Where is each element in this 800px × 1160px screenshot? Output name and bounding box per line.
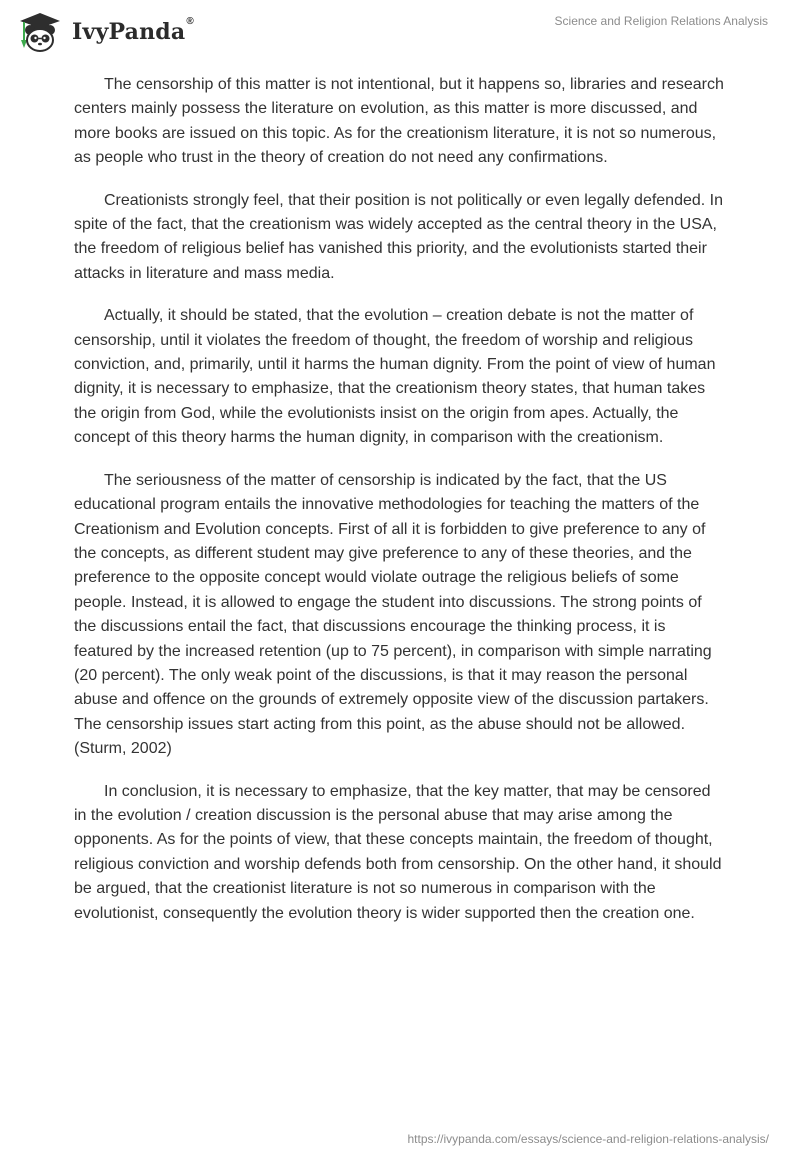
document-title: Science and Religion Relations Analysis [554, 14, 768, 28]
essay-body [74, 73, 726, 944]
paragraph: The seriousness of the matter of censorship is indicated by the fact, that the US educational program entails the innovative methodologies for teaching the matters of the Creationism and Evolution concepts. First of all it is forbidden to give preference to any of the concepts, as different student may give preference to any of these theories, and the preference to the opposite concept would violate outrage the religious beliefs of some people. Instead, it is allowed to engage the student into discussions. The strong points of the discussions entail the fact, that discussions encourage the thinking process, it is featured by the increased retention (up to 75 percent), in comparison with simple narrating (20 percent). The only weak point of the discussions, is that it may reason the personal abuse and offence on the grounds of extremely opposite view of the discussion partakers. The censorship issues start acting from this point, as the abuse should not be allowed. (Sturm, 2002) [74, 471, 712, 758]
logo-wordmark: IvyPanda® [72, 16, 194, 45]
logo[interactable] [14, 10, 194, 54]
source-url[interactable]: https://ivypanda.com/essays/science-and-religion-relations-analysis/ [407, 1132, 769, 1146]
paragraph: The censorship of this matter is not intentional, but it happens so, libraries and research centers mainly possess the literature on evolution, as this matter is more discussed, and more books are issued on this topic. As for the creationism literature, it is not so numerous, as people who trust in the theory of creation do not need any confirmations. [74, 76, 724, 167]
paragraph: Actually, it should be stated, that the evolution – creation debate is not the matter of censorship, until it violates the freedom of thought, the freedom of worship and religious conviction, and, primarily, until it harms the human dignity. From the point of view of human dignity, it is necessary to emphasize, that the creationism theory states, that human takes the origin from God, while the evolutionists insist on the origin from apes. Actually, the concept of this theory harms the human dignity, in comparison with the creationism. [74, 307, 716, 447]
panda-graduate-icon [14, 10, 66, 54]
registered-mark: ® [186, 16, 194, 27]
paragraph: In conclusion, it is necessary to emphasize, that the key matter, that may be censored in the evolution / creation discussion is the personal abuse that may arise among the opponents. As for the points of view, that these concepts maintain, the freedom of thought, religious conviction and worship defends both from censorship. On the other hand, it should be argued, that the creationist literature is not so numerous in comparison with the evolutionist, consequently the evolution theory is wider supported then the creation one. [74, 782, 722, 922]
paragraph: Creationists strongly feel, that their position is not politically or even legally defended. In spite of the fact, that the creationism was widely accepted as the central theory in the USA, the freedom of religious belief has vanished this priority, and the evolutionists started their attacks in literature and mass media. [74, 191, 724, 282]
page-header [0, 0, 800, 64]
